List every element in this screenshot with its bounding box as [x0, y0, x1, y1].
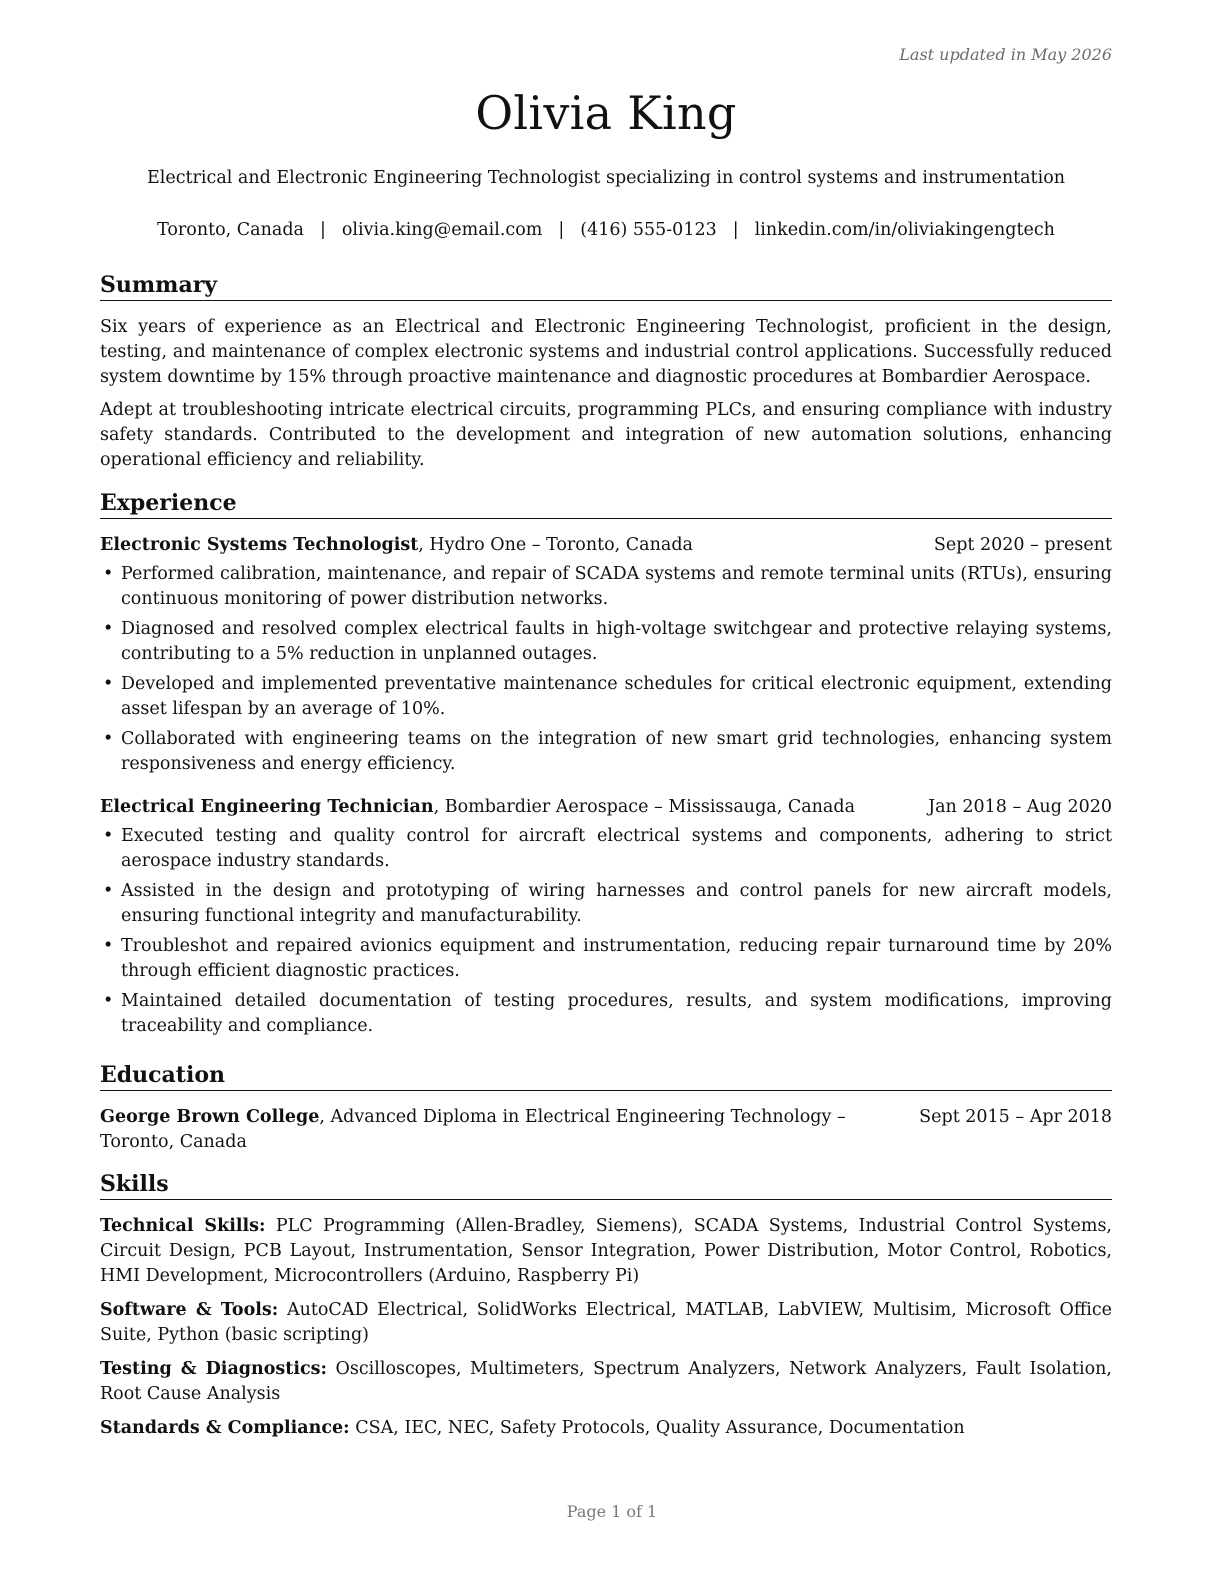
bullet-icon: •: [103, 826, 114, 846]
bullet-icon: •: [103, 991, 114, 1011]
job-role: Electrical Engineering Technician: [100, 797, 434, 817]
contact-phone[interactable]: (416) 555-0123: [580, 220, 717, 240]
section-title: Skills: [100, 1171, 1112, 1200]
skill-label: Software & Tools:: [100, 1300, 279, 1320]
bullet-icon: •: [103, 881, 114, 901]
bullet-text: Diagnosed and resolved complex electrical faults in high-voltage switchgear and protective relaying systems, contributing to a 5% reduction in unplanned outages.: [121, 619, 1112, 664]
list-item: [100, 824, 1112, 874]
skill-group: [100, 1214, 1112, 1289]
job-title-line: [100, 795, 855, 820]
job-title-line: [100, 533, 693, 558]
skill-value: PLC Programming (Allen-Bradley, Siemens), SCADA Systems, Industrial Control Systems, Circuit Design, PCB Layout, Instrumentation, Sensor Integration, Power Distribution, Motor Control, Robotics, HMI Development, Microcontrollers (Arduino, Raspberry Pi): [100, 1216, 1112, 1286]
skill-group: [100, 1416, 1112, 1441]
skill-label: Standards & Compliance:: [100, 1418, 350, 1438]
section-title: Education: [100, 1062, 1112, 1091]
bullet-text: Assisted in the design and prototyping of wiring harnesses and control panels for new aircraft models, ensuring functional integrity and manufacturability.: [121, 881, 1112, 926]
job-org: , Hydro One – Toronto, Canada: [418, 535, 693, 555]
summary-body: [100, 315, 1112, 473]
skill-label: Technical Skills:: [100, 1216, 266, 1236]
candidate-name: Olivia King: [475, 86, 737, 140]
contact-line: [100, 220, 1112, 240]
page-number: Page 1 of 1: [566, 1502, 658, 1521]
summary-paragraph: Six years of experience as an Electrical and Electronic Engineering Technologist, proficient in the design, testing, and maintenance of complex electronic systems and industrial control applications. Successfully reduced system downtime by 15% through proactive maintenance and diagnostic procedures at Bombardier Aerospace.: [100, 317, 1112, 387]
bullet-text: Developed and implemented preventative maintenance schedules for critical electronic equipment, extending asset lifespan by an average of 10%.: [121, 674, 1112, 719]
contact-location: Toronto, Canada: [157, 220, 304, 240]
bullet-text: Troubleshot and repaired avionics equipment and instrumentation, reducing repair turnaround time by 20% through efficient diagnostic practices.: [121, 936, 1112, 981]
skill-value: CSA, IEC, NEC, Safety Protocols, Quality Assurance, Documentation: [355, 1418, 965, 1438]
list-item: [100, 879, 1112, 929]
bullet-text: Performed calibration, maintenance, and repair of SCADA systems and remote terminal units (RTUs), ensuring continuous monitoring of power distribution networks.: [121, 564, 1112, 609]
job-org: , Bombardier Aerospace – Mississauga, Canada: [433, 797, 856, 817]
job-dates: Jan 2018 – Aug 2020: [928, 797, 1112, 817]
education-dates: Sept 2015 – Apr 2018: [919, 1107, 1112, 1127]
contact-separator: |: [732, 220, 739, 240]
education-entry: [100, 1105, 1112, 1155]
skill-group: [100, 1298, 1112, 1348]
list-item: [100, 562, 1112, 612]
section-title: Experience: [100, 490, 1112, 519]
skill-value: Oscilloscopes, Multimeters, Spectrum Analyzers, Network Analyzers, Fault Isolation, Root Cause Analysis: [100, 1359, 1112, 1404]
section-title: Summary: [100, 272, 1112, 301]
list-item: [100, 934, 1112, 984]
bullet-icon: •: [103, 674, 114, 694]
skill-label: Testing & Diagnostics:: [100, 1359, 327, 1379]
skill-group: [100, 1357, 1112, 1407]
bullet-text: Collaborated with engineering teams on the integration of new smart grid technologies, enhancing system responsiveness and energy efficiency.: [121, 729, 1112, 774]
job-header: [100, 533, 1112, 558]
experience-section: [100, 490, 1112, 1044]
job-dates: Sept 2020 – present: [933, 535, 1112, 555]
bullet-icon: •: [103, 729, 114, 749]
contact-email[interactable]: olivia.king@email.com: [341, 220, 543, 240]
job-entry: [100, 795, 1112, 1039]
education-section: [100, 1062, 1112, 1155]
summary-paragraph: Adept at troubleshooting intricate electrical circuits, programming PLCs, and ensuring compliance with industry safety standards. Contributed to the development and integration of new automation solutions, enhancing operational efficiency and reliability.: [100, 400, 1112, 470]
last-updated-note: Last updated in May 2026: [899, 45, 1112, 64]
skills-body: [100, 1214, 1112, 1441]
bullet-icon: •: [103, 564, 114, 584]
list-item: [100, 989, 1112, 1039]
job-entry: [100, 533, 1112, 777]
contact-separator: |: [319, 220, 326, 240]
summary-section: [100, 272, 1112, 473]
list-item: [100, 727, 1112, 777]
bullet-icon: •: [103, 619, 114, 639]
contact-linkedin[interactable]: linkedin.com/in/oliviakingengtech: [754, 220, 1055, 240]
education-detail: , Advanced Diploma in Electrical Engineering Technology – Toronto, Canada: [100, 1107, 846, 1152]
list-item: [100, 617, 1112, 667]
job-bullets: [100, 824, 1112, 1039]
skills-section: [100, 1171, 1112, 1441]
skill-value: AutoCAD Electrical, SolidWorks Electrical, MATLAB, LabVIEW, Multisim, Microsoft Office Suite, Python (basic scripting): [100, 1300, 1112, 1345]
job-header: [100, 795, 1112, 820]
candidate-tagline: Electrical and Electronic Engineering Technologist specializing in control systems and instrumentation: [147, 168, 1065, 188]
education-school: George Brown College: [100, 1107, 320, 1127]
education-school-line: [100, 1105, 900, 1155]
bullet-text: Executed testing and quality control for aircraft electrical systems and components, adhering to strict aerospace industry standards.: [121, 826, 1112, 871]
bullet-text: Maintained detailed documentation of testing procedures, results, and system modifications, improving traceability and compliance.: [121, 991, 1112, 1036]
job-bullets: [100, 562, 1112, 777]
bullet-icon: •: [103, 936, 114, 956]
list-item: [100, 672, 1112, 722]
contact-separator: |: [558, 220, 565, 240]
job-role: Electronic Systems Technologist: [100, 535, 419, 555]
